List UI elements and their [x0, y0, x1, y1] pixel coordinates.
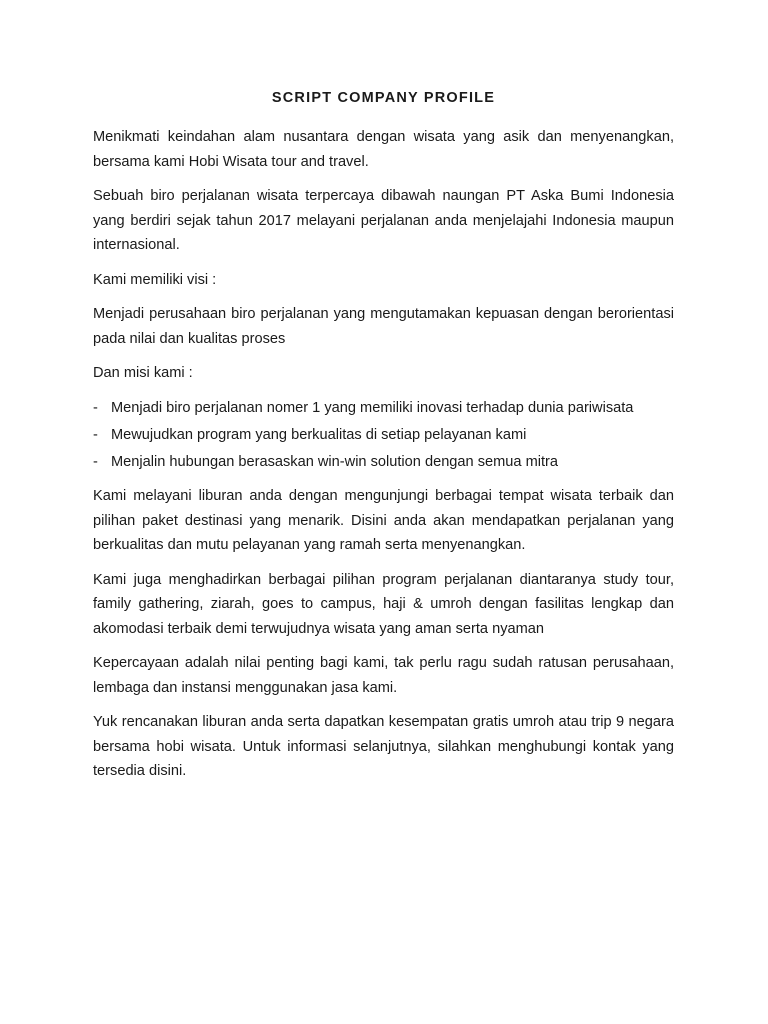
list-item — [93, 450, 674, 475]
mission-list — [93, 396, 674, 475]
paragraph-services: Kami melayani liburan anda dengan mengunjungi berbagai tempat wisata terbaik dan pilihan paket destinasi yang menarik. Disini anda akan mendapatkan perjalanan yang berkualitas dan mutu pelayanan yang ramah serta menyenangkan. — [93, 488, 674, 553]
paragraph-call-to-action: Yuk rencanakan liburan anda serta dapatkan kesempatan gratis umroh atau trip 9 negara bersama hobi wisata. Untuk informasi selanjutnya, silahkan menghubungi kontak yang tersedia disini. — [93, 714, 674, 779]
vision-heading: Kami memiliki visi : — [93, 271, 217, 288]
document-page — [93, 88, 674, 794]
mission-item-text: Menjalin hubungan berasaskan win-win solution dengan semua mitra — [111, 453, 558, 470]
paragraph-intro: Menikmati keindahan alam nusantara dengan wisata yang asik dan menyenangkan, bersama kami Hobi Wisata tour and travel. — [93, 129, 674, 170]
paragraph-about: Sebuah biro perjalanan wisata terpercaya dibawah naungan PT Aska Bumi Indonesia yang berdiri sejak tahun 2017 melayani perjalanan anda menjelajahi Indonesia maupun internasional. — [93, 188, 674, 253]
mission-heading: Dan misi kami : — [93, 365, 193, 381]
mission-item-text: Menjadi biro perjalanan nomer 1 yang memiliki inovasi terhadap dunia pariwisata — [111, 399, 634, 416]
list-item — [93, 396, 674, 421]
paragraph-programs: Kami juga menghadirkan berbagai pilihan program perjalanan diantaranya study tour, family gathering, ziarah, goes to campus, haji & umroh dengan fasilitas lengkap dan akomodasi terbaik demi terwujudnya wisata yang aman serta nyaman — [93, 571, 674, 637]
vision-text: Menjadi perusahaan biro perjalanan yang mengutamakan kepuasan dengan berorientasi pada nilai dan kualitas proses — [93, 306, 674, 347]
paragraph-trust: Kepercayaan adalah nilai penting bagi kami, tak perlu ragu sudah ratusan perusahaan, lembaga dan instansi menggunakan jasa kami. — [93, 655, 674, 696]
bullet-marker: - — [93, 453, 98, 470]
bullet-marker: - — [93, 399, 98, 416]
mission-item-text: Mewujudkan program yang berkualitas di setiap pelayanan kami — [111, 426, 527, 443]
document-title: SCRIPT COMPANY PROFILE — [271, 90, 496, 106]
bullet-marker: - — [93, 426, 98, 443]
list-item — [93, 423, 674, 448]
